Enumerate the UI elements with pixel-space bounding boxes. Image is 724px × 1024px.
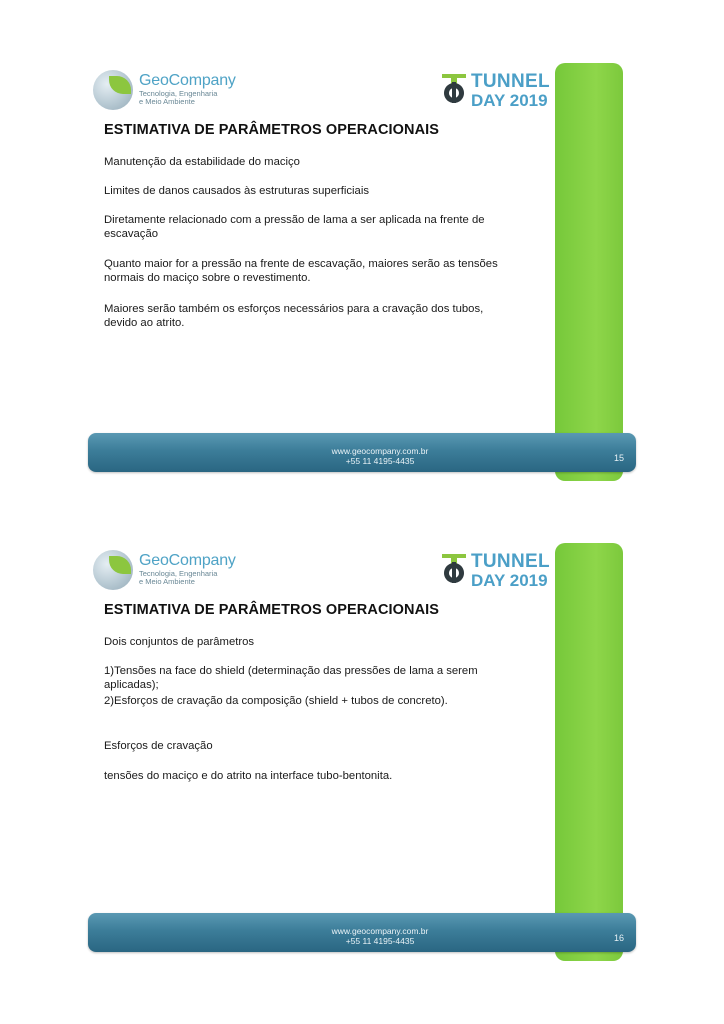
slide-title: ESTIMATIVA DE PARÂMETROS OPERACIONAIS [104, 122, 440, 138]
footer-bar [88, 433, 636, 472]
paragraph: Esforços de cravação [104, 740, 213, 752]
globe-icon [93, 550, 133, 590]
tunnel-text: TUNNEL [471, 71, 550, 92]
slide-15 [0, 0, 724, 480]
geocompany-logo [93, 70, 236, 112]
paragraph: tensões do maciço e do atrito na interface tubo-bentonita. [104, 770, 393, 782]
logo-name: GeoCompany [139, 72, 236, 89]
logo-tagline: Tecnologia, Engenharia e Meio Ambiente [139, 569, 218, 586]
footer-url[interactable]: www.geocompany.com.br [331, 926, 429, 936]
paragraph: Quanto maior for a pressão na frente de escavação, maiores serão as tensões normais do maciço sobre o revestimento. [104, 258, 498, 284]
page-number: 15 [613, 453, 624, 463]
paragraph: Dois conjuntos de parâmetros [104, 636, 255, 648]
logo-name: GeoCompany [139, 552, 236, 569]
paragraph: Manutenção da estabilidade do maciço [104, 156, 300, 168]
slide-title: ESTIMATIVA DE PARÂMETROS OPERACIONAIS [104, 602, 440, 618]
day-year-text: DAY 2019 [471, 91, 548, 110]
paragraph: 1)Tensões na face do shield (determinação das pressões de lama a serem aplicadas); [104, 665, 478, 691]
paragraph: Diretamente relacionado com a pressão de lama a ser aplicada na frente de escavação [104, 214, 485, 240]
globe-icon [93, 70, 133, 110]
geocompany-logo [93, 550, 236, 592]
tunnel-mark-icon [441, 74, 467, 104]
day-year-text: DAY 2019 [471, 571, 548, 590]
green-side-bar [555, 543, 623, 961]
logo-tagline: Tecnologia, Engenharia e Meio Ambiente [139, 89, 218, 106]
footer-phone: +55 11 4195-4435 [345, 936, 415, 946]
tunnel-text: TUNNEL [471, 551, 550, 572]
page-number: 16 [613, 933, 624, 943]
tunnel-day-logo [439, 550, 549, 592]
tunnel-day-logo [439, 70, 549, 112]
paragraph: Maiores serão também os esforços necessários para a cravação dos tubos, devido ao atrito. [104, 303, 484, 329]
paragraph: 2)Esforços de cravação da composição (shield + tubos de concreto). [104, 695, 448, 707]
tunnel-mark-icon [441, 554, 467, 584]
footer-bar [88, 913, 636, 952]
paragraph: Limites de danos causados às estruturas superficiais [104, 185, 369, 197]
slide-16 [0, 480, 724, 960]
green-side-bar [555, 63, 623, 481]
footer-phone: +55 11 4195-4435 [345, 456, 415, 466]
footer-url[interactable]: www.geocompany.com.br [331, 446, 429, 456]
